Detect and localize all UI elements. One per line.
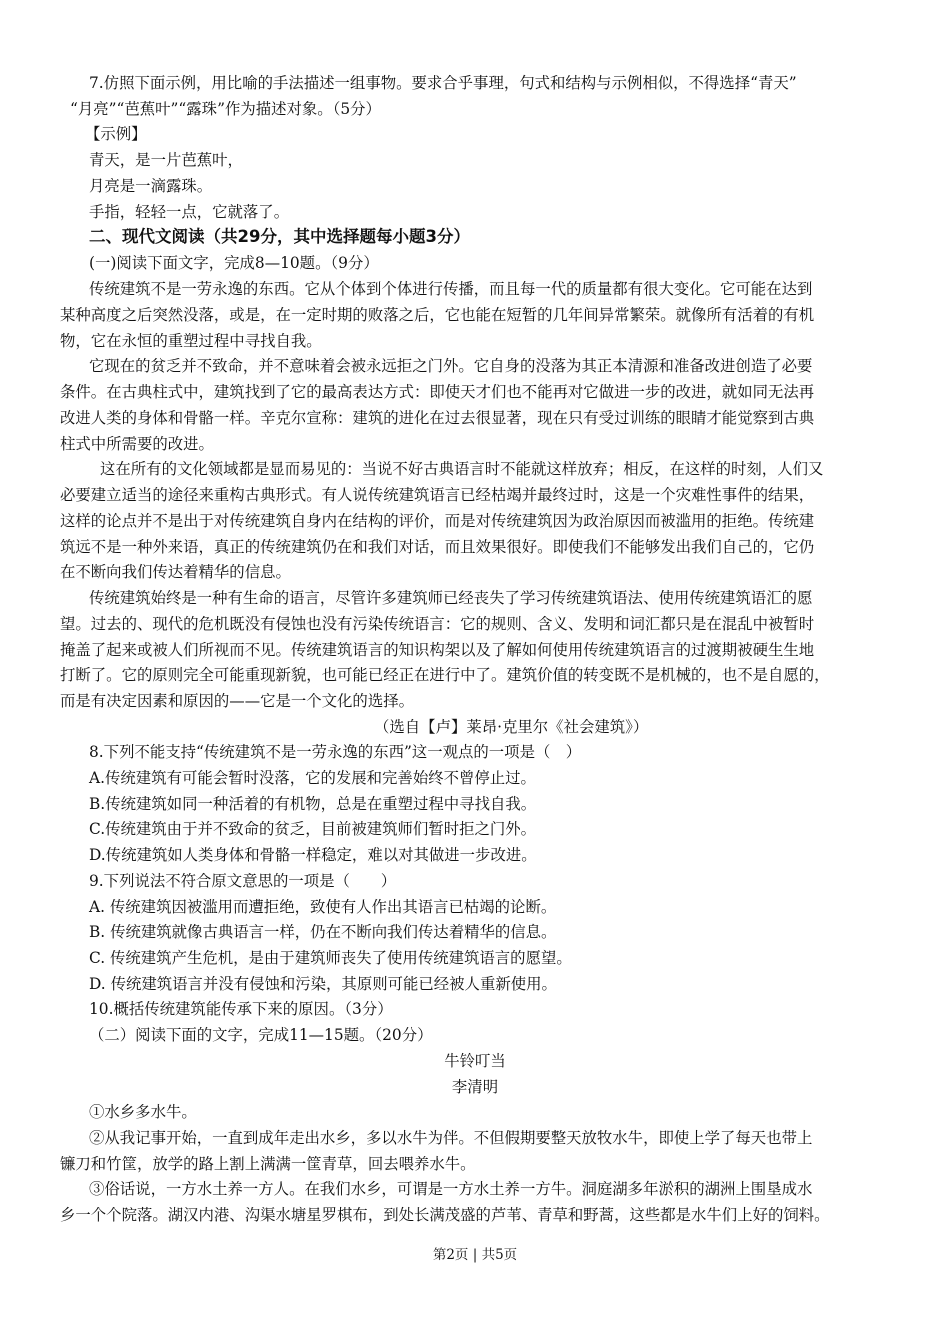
q9-option-c: C. 传统建筑产生危机，是由于建筑师丧失了使用传统建筑语言的愿望。 bbox=[89, 949, 572, 967]
passage-p4-line-3: 掩盖了起来或被人们所视而不见。传统建筑语言的知识构架以及了解如何使用传统建筑语言的过渡期被硬生生地 bbox=[60, 641, 815, 659]
q9-option-d: D. 传统建筑语言并没有侵蚀和污染，其原则可能已经被人重新使用。 bbox=[89, 975, 557, 993]
example-line-3: 手指，轻轻一点，它就落了。 bbox=[89, 203, 290, 221]
q7-line-1: 7.仿照下面示例，用比喻的手法描述一组事物。要求合乎事理，句式和结构与示例相似，不得选择“青天” bbox=[89, 74, 797, 92]
passage-p1-line-3: 物，它在永恒的重塑过程中寻找自我。 bbox=[60, 332, 322, 350]
q8-option-c: C.传统建筑由于并不致命的贫乏，目前被建筑师们暂时拒之门外。 bbox=[89, 820, 537, 838]
passage-p2-line-3: 改进人类的身体和骨骼一样。辛克尔宣称：建筑的进化在过去很显著，现在只有受过训练的眼睛才能觉察到古典 bbox=[60, 409, 815, 427]
q9-option-a: A. 传统建筑因被滥用而遭拒绝，致使有人作出其语言已枯竭的论断。 bbox=[89, 898, 557, 916]
source-citation: （选自【卢】莱昂·克里尔《社会建筑》） bbox=[374, 718, 649, 736]
q10-stem: 10.概括传统建筑能传承下来的原因。（3分） bbox=[89, 1000, 393, 1018]
passage-p3-line-4: 筑远不是一种外来语，真正的传统建筑仍在和我们对话，而且效果很好。即使我们不能够发出我们自己的，它仍 bbox=[60, 538, 815, 556]
passage-p3-line-3: 这样的论点并不是出于对传统建筑自身内在结构的评价，而是对传统建筑因为政治原因而被滥用的拒绝。传统建 bbox=[60, 512, 815, 530]
part-two-intro: （二）阅读下面的文字，完成11—15题。（20分） bbox=[89, 1026, 433, 1044]
section-heading: 二、现代文阅读（共29分，其中选择题每小题3分） bbox=[89, 227, 470, 246]
passage-p2-line-1: 它现在的贫乏并不致命，并不意味着会被永远拒之门外。它自身的没落为其正本清源和准备改进创造了必要 bbox=[89, 357, 813, 375]
story-author: 李清明 bbox=[451, 1078, 499, 1096]
passage-p3-line-2: 必要建立适当的途径来重构古典形式。有人说传统建筑语言已经枯竭并最终过时，这是一个灾难性事件的结果， bbox=[60, 486, 815, 504]
passage-p2-line-4: 柱式中所需要的改进。 bbox=[60, 435, 214, 453]
story-para-1: ①水乡多水牛。 bbox=[89, 1103, 197, 1121]
q8-option-b: B.传统建筑如同一种活着的有机物，总是在重塑过程中寻找自我。 bbox=[89, 795, 537, 813]
story-para-2-line-1: ②从我记事开始，一直到成年走出水乡，多以水牛为伴。不但假期要整天放牧水牛，即使上学了每天也带上 bbox=[89, 1129, 813, 1147]
story-para-3-line-1: ③俗话说，一方水土养一方人。在我们水乡，可谓是一方水土养一方牛。洞庭湖多年淤积的湖洲上围垦成水 bbox=[89, 1180, 813, 1198]
passage-p4-line-2: 望。过去的、现代的危机既没有侵蚀也没有污染传统语言：它的规则、含义、发明和词汇都只是在混乱中被暂时 bbox=[60, 615, 815, 633]
q7-line-2: “月亮”“芭蕉叶”“露珠”作为描述对象。（5分） bbox=[70, 100, 381, 118]
passage-p2-line-2: 条件。在古典柱式中，建筑找到了它的最高表达方式：即使天才们也不能再对它做进一步的改进，就如同无法再 bbox=[60, 383, 815, 401]
passage-p3-line-1: 这在所有的文化领域都是显而易见的：当说不好古典语言时不能就这样放弃；相反，在这样的时刻，人们又 bbox=[100, 460, 824, 478]
story-title: 牛铃叮当 bbox=[444, 1052, 506, 1070]
passage-p4-line-5: 而是有决定因素和原因的——它是一个文化的选择。 bbox=[60, 692, 414, 710]
passage-p3-line-5: 在不断向我们传达着精华的信息。 bbox=[60, 563, 291, 581]
example-line-2: 月亮是一滴露珠。 bbox=[89, 177, 213, 195]
q8-option-d: D.传统建筑如人类身体和骨骼一样稳定，难以对其做进一步改进。 bbox=[89, 846, 537, 864]
story-para-2-line-2: 镰刀和竹筐，放学的路上割上满满一筐青草，回去喂养水牛。 bbox=[60, 1155, 476, 1173]
passage-p1-line-2: 某种高度之后突然没落，或是，在一定时期的败落之后，它也能在短暂的几年间异常繁荣。就像所有活着的有机 bbox=[60, 306, 815, 324]
q9-stem: 9.下列说法不符合原文意思的一项是（ ） bbox=[89, 872, 397, 890]
passage-p1-line-1: 传统建筑不是一劳永逸的东西。它从个体到个体进行传播，而且每一代的质量都有很大变化。它可能在达到 bbox=[89, 280, 813, 298]
example-line-1: 青天，是一片芭蕉叶， bbox=[89, 151, 243, 169]
page-footer: 第2页 | 共5页 bbox=[432, 1247, 518, 1263]
example-label: 【示例】 bbox=[85, 125, 147, 143]
part-one-intro: (一)阅读下面文字，完成8—10题。（9分） bbox=[89, 254, 379, 272]
story-para-3-line-2: 乡一个个院落。湖汉内港、沟渠水塘星罗棋布，到处长满茂盛的芦苇、青草和野蒿，这些都是水牛们上好的饲料。 bbox=[60, 1206, 830, 1224]
q8-option-a: A.传统建筑有可能会暂时没落，它的发展和完善始终不曾停止过。 bbox=[89, 769, 536, 787]
q8-stem: 8.下列不能支持“传统建筑不是一劳永逸的东西”这一观点的一项是（ ） bbox=[89, 743, 582, 761]
q9-option-b: B. 传统建筑就像古典语言一样，仍在不断向我们传达着精华的信息。 bbox=[89, 923, 557, 941]
passage-p4-line-4: 打断了。它的原则完全可能重现新貌，也可能已经正在进行中了。建筑价值的转变既不是机械的，也不是自愿的， bbox=[60, 666, 830, 684]
passage-p4-line-1: 传统建筑始终是一种有生命的语言，尽管许多建筑师已经丧失了学习传统建筑语法、使用传统建筑语汇的愿 bbox=[89, 589, 813, 607]
